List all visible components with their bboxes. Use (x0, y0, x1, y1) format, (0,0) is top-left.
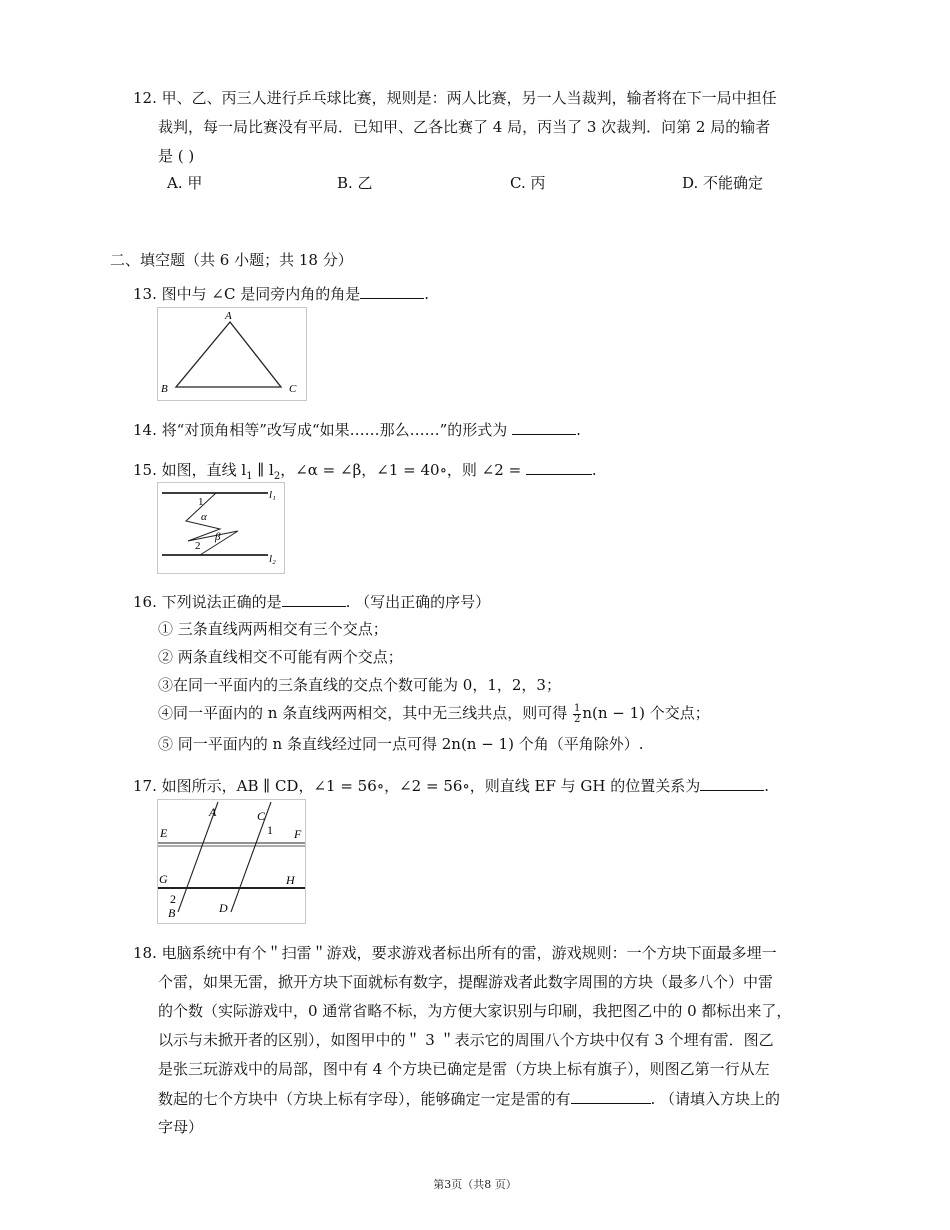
zigzag-line (186, 493, 238, 555)
q16-answer-blank (282, 591, 346, 607)
q14-end: . (576, 421, 581, 439)
q18-line-1: 18. 电脑系统中有个＂扫雷＂游戏，要求游戏者标出所有的雷，游戏规则：一个方块下面最多埋一 (133, 944, 777, 962)
label-g: G (159, 872, 168, 886)
q16-item-5: ⑤ 同一平面内的 n 条直线经过同一点可得 2n(n − 1) 个角（平角除外）. (158, 735, 644, 753)
fraction-numerator: 1 (573, 702, 581, 714)
q16-question (133, 591, 490, 612)
q12-option-b: B. 乙 (337, 174, 373, 192)
q17-end: . (764, 777, 770, 795)
page-footer: 第3页（共8 页） (433, 1178, 517, 1191)
label-a: A (225, 310, 232, 322)
q18-line-2: 个雷，如果无雷，掀开方块下面就标有数字，提醒游戏者此数字周围的方块（最多八个）中雷 (158, 973, 774, 991)
q13-question (133, 283, 429, 304)
q17-figure (157, 799, 306, 924)
q12-option-a: A. 甲 (167, 174, 203, 192)
q15-end: . (591, 461, 597, 479)
q16-item4-before: ④同一平面内的 n 条直线两两相交，其中无三线共点，则可得 (158, 704, 568, 722)
q16-item-2: ② 两条直线相交不可能有两个交点； (158, 648, 403, 666)
q16-item-4 (158, 703, 710, 725)
q12-option-d: D. 不能确定 (682, 174, 764, 192)
q16-item4-after: n(n − 1) 个交点； (582, 704, 710, 722)
label-b: B (168, 906, 176, 920)
q17-question (133, 775, 769, 796)
label-angle-2: 2 (195, 540, 201, 552)
q16-item-3: ③在同一平面内的三条直线的交点个数可能为 0，1，2，3； (158, 676, 561, 694)
label-beta: β (215, 531, 221, 543)
q14-text: 14. 将“对顶角相等”改写成“如果……那么……”的形式为 (133, 421, 508, 439)
triangle-abc (176, 322, 281, 387)
q12-line3: 是 ( ) (158, 147, 195, 165)
label-f: F (294, 827, 302, 841)
q14-answer-blank (512, 419, 576, 435)
section-title: 二、填空题（共 6 小题；共 18 分） (110, 251, 353, 269)
label-angle-1: 1 (198, 496, 204, 508)
label-h: H (286, 873, 295, 887)
q15-mid: ∥ l (252, 461, 274, 479)
q18-line6-after: . （请填入方块上的 (650, 1090, 781, 1108)
q17-answer-blank (700, 775, 764, 791)
q13-triangle-figure (157, 307, 307, 401)
label-e: E (160, 826, 168, 840)
q15-sub2: 2 (273, 471, 281, 482)
q18-line-3: 的个数（实际游戏中，0 通常省略不标，为方便大家识别与印刷，我把图乙中的 0 都标出来了， (158, 1002, 792, 1020)
label-c: C (257, 809, 266, 823)
q15-prefix: 15. 如图，直线 l (133, 461, 247, 479)
q18-line-6 (158, 1088, 780, 1109)
label-angle-1: 1 (267, 823, 273, 837)
q13-answer-blank (360, 283, 424, 299)
label-l1: l₁ (269, 489, 276, 501)
q17-text: 17. 如图所示，AB ∥ CD，∠1 = 56∘，∠2 = 56∘，则直线 EF 与 GH 的位置关系为 (133, 777, 701, 795)
q18-line-7: 字母） (158, 1118, 204, 1136)
q18-line-4: 以示与未掀开者的区别），如图甲中的＂ 3 ＂表示它的周围八个方块中仅有 3 个埋有雷．图乙 (158, 1031, 774, 1049)
q15-answer-blank (526, 459, 592, 475)
fraction-one-half (573, 704, 581, 725)
q13-end: . (424, 285, 429, 303)
q12-line1: 12. 甲、乙、丙三人进行乒乓球比赛，规则是：两人比赛，另一人当裁判，输者将在下一局中担任 (133, 89, 777, 107)
q13-text: 13. 图中与 ∠C 是同旁内角的角是 (133, 285, 361, 303)
fraction-denominator: 2 (573, 713, 581, 725)
label-angle-2: 2 (170, 892, 176, 906)
q18-answer-blank (571, 1088, 651, 1104)
q15-sub1: 1 (246, 471, 253, 482)
q15-parallel-lines-figure (157, 482, 285, 574)
q18-line6-before: 数起的七个方块中（方块上标有字母），能够确定一定是雷的有 (158, 1090, 571, 1108)
q12-line2: 裁判，每一局比赛没有平局．已知甲、乙各比赛了 4 局，丙当了 3 次裁判．问第 2 局的输者 (158, 118, 771, 136)
q18-line-5: 是张三玩游戏中的局部，图中有 4 个方块已确定是雷（方块上标有旗子），则图乙第一行从左 (158, 1060, 770, 1078)
q12-option-c: C. 丙 (510, 174, 546, 192)
q16-item-1: ① 三条直线两两相交有三个交点； (158, 620, 388, 638)
label-b: B (161, 383, 168, 395)
label-c: C (289, 383, 297, 395)
label-alpha: α (201, 511, 207, 523)
q16-text: 16. 下列说法正确的是 (133, 593, 282, 611)
label-l2: l₂ (269, 553, 276, 565)
label-d: D (219, 901, 228, 915)
q16-end: . （写出正确的序号） (345, 593, 491, 611)
q14-question (133, 419, 581, 440)
q15-suffix: ，∠α = ∠β，∠1 = 40∘，则 ∠2 = (280, 461, 522, 479)
label-a: A (209, 805, 217, 819)
